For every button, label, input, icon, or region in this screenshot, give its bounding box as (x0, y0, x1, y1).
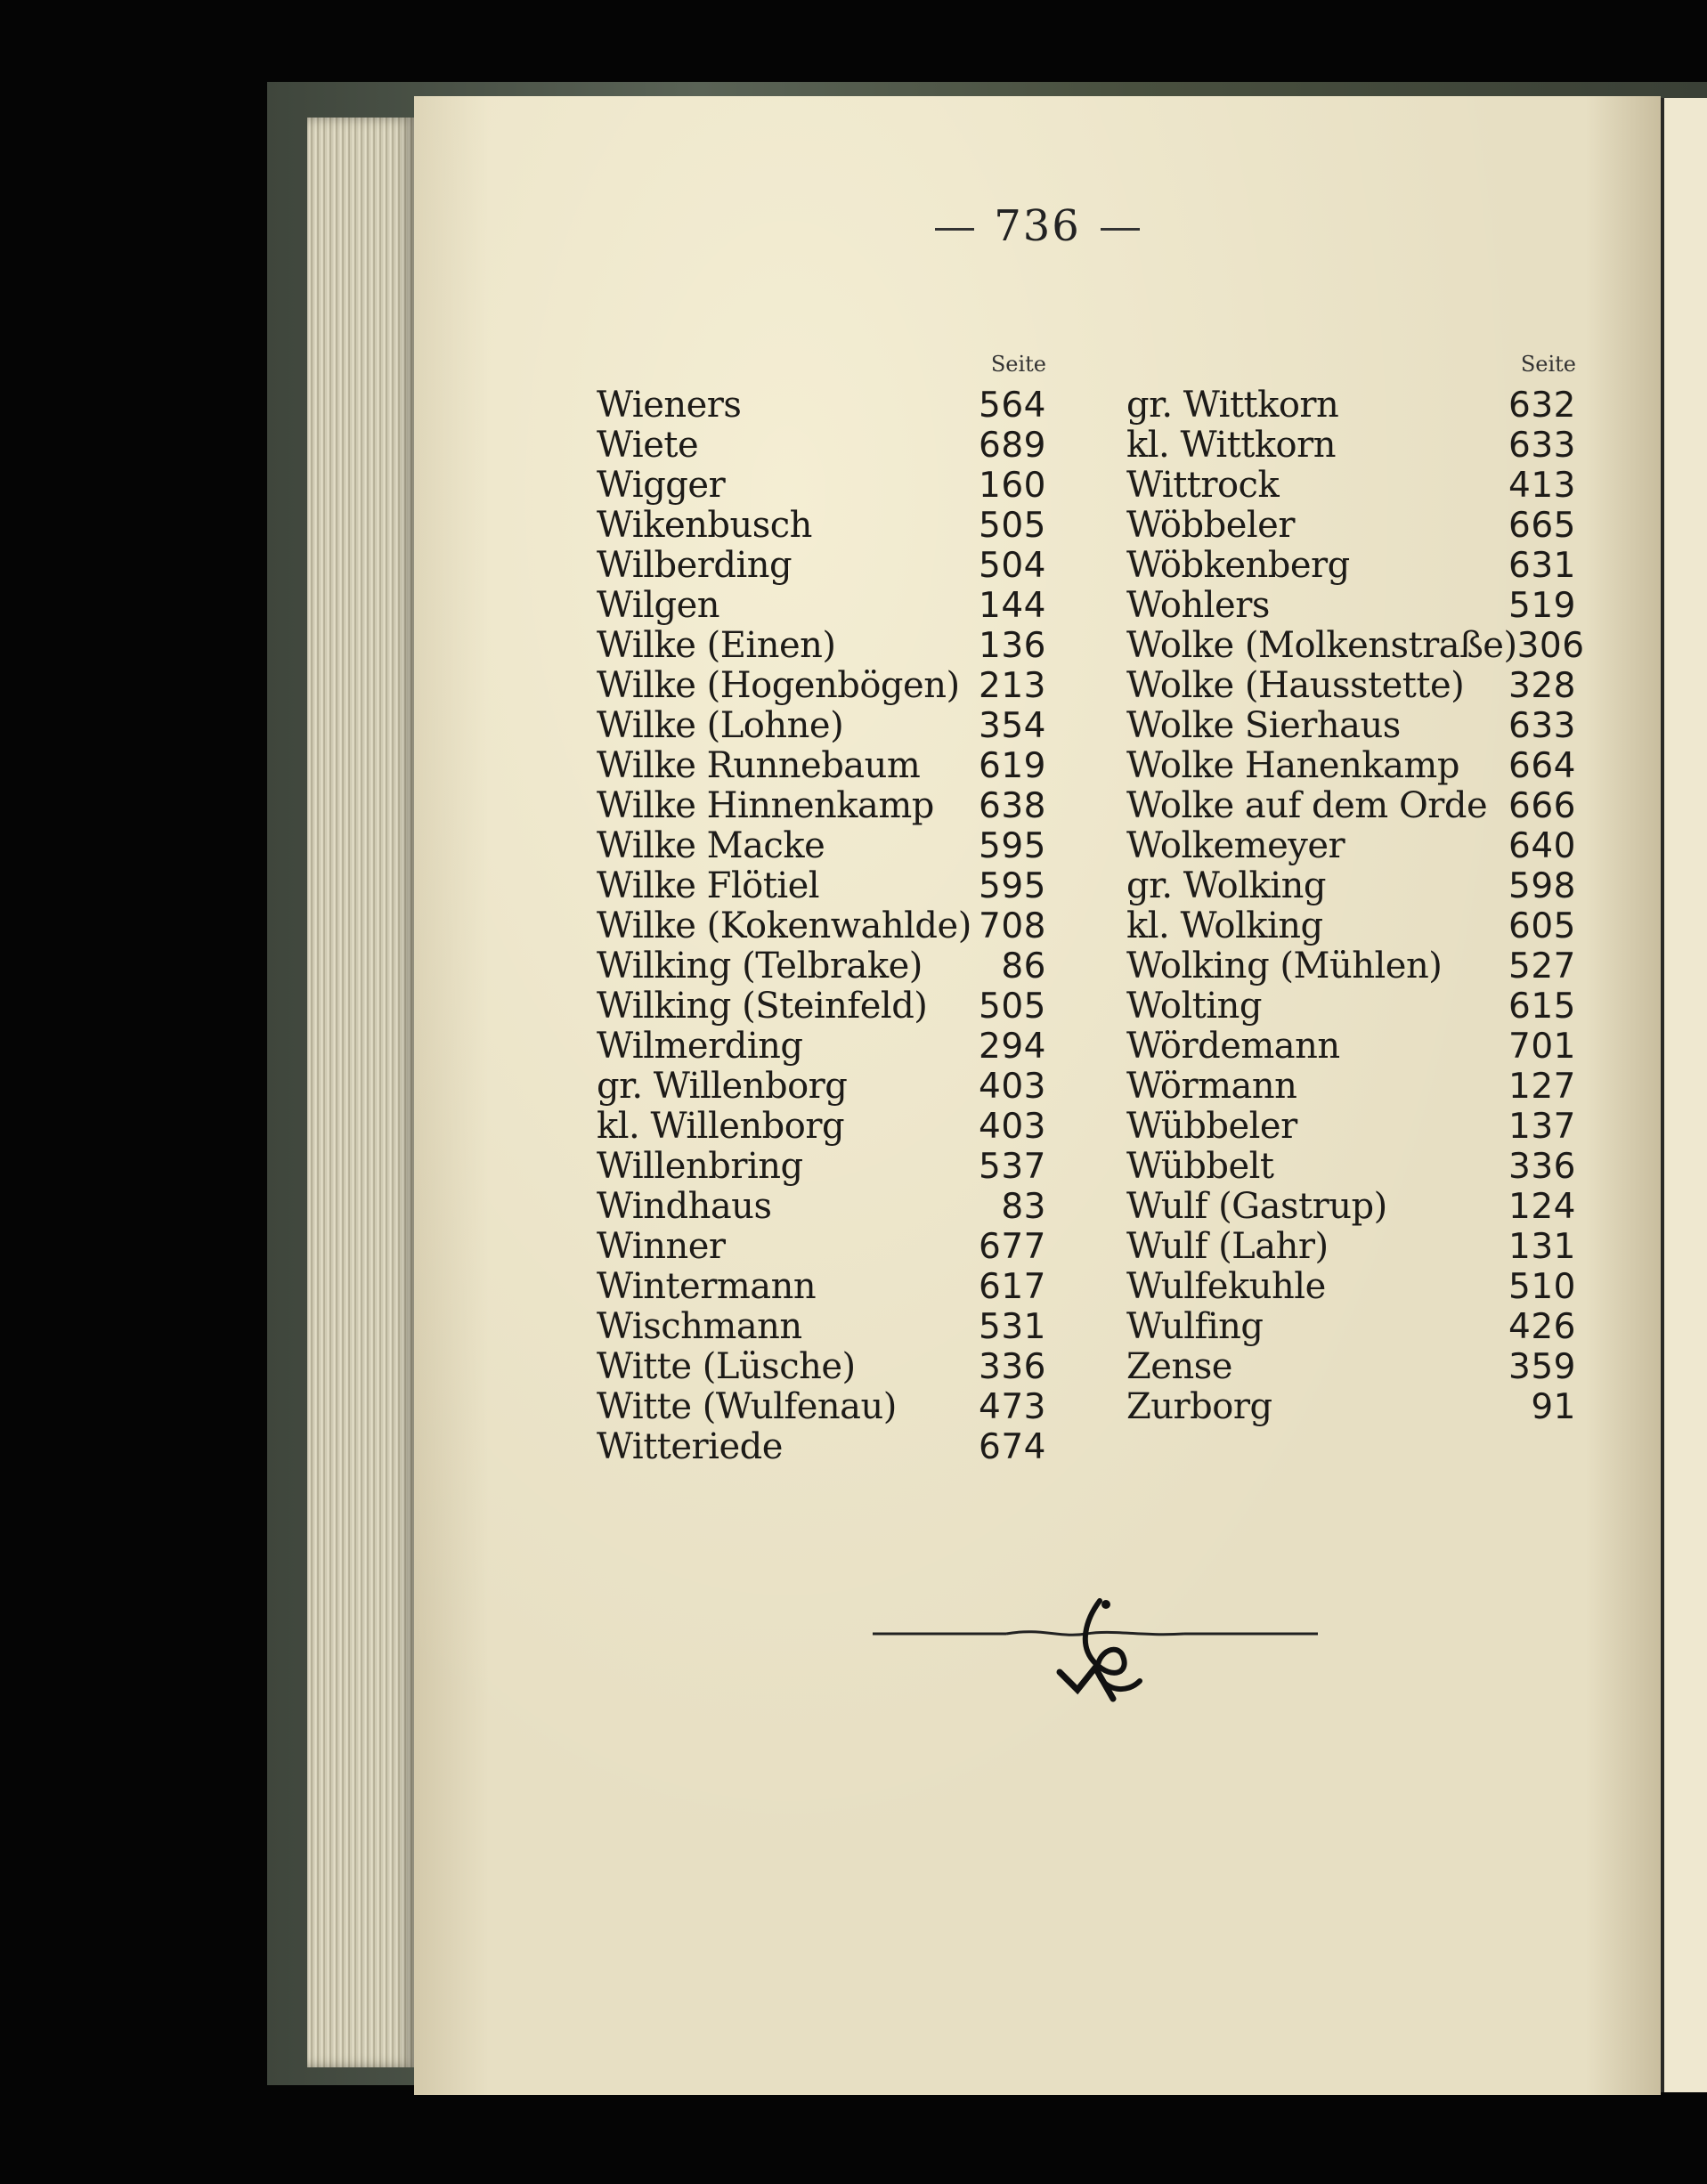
entry-page-number: 505 (979, 986, 1046, 1027)
entry-page-number: 336 (1508, 1147, 1576, 1187)
entry-name: Witte (Wulfenau) (597, 1386, 897, 1427)
entry-page-number: 413 (1508, 466, 1576, 506)
index-entry (597, 506, 1046, 546)
entry-name: Wolke (Hausstette) (1126, 665, 1465, 706)
entry-page-number: 605 (1508, 906, 1576, 946)
entry-name: Wilke Hinnenkamp (597, 785, 934, 826)
entry-page-number: 83 (1001, 1187, 1046, 1227)
entry-name: Wübbelt (1126, 1146, 1274, 1187)
index-entry (1126, 986, 1576, 1027)
entry-page-number: 595 (979, 826, 1046, 866)
index-entry (597, 426, 1046, 466)
dash-right (1101, 228, 1140, 231)
index-entry (1126, 1147, 1576, 1187)
entry-page-number: 619 (979, 746, 1046, 786)
ornament-divider-icon (873, 1592, 1318, 1717)
entry-page-number: 527 (1508, 946, 1576, 986)
index-entry (597, 1187, 1046, 1227)
index-entry (597, 1267, 1046, 1307)
entry-page-number: 638 (979, 786, 1046, 826)
entry-name: Witte (Lüsche) (597, 1346, 856, 1387)
entry-name: Wulfekuhle (1126, 1266, 1326, 1307)
index-entry (1126, 1267, 1576, 1307)
entry-page-number: 91 (1531, 1387, 1576, 1427)
entry-page-number: 306 (1516, 626, 1585, 666)
index-entry (1126, 1107, 1576, 1147)
index-column-right (1126, 352, 1585, 1427)
entry-page-number: 519 (1508, 586, 1576, 626)
entry-name: Wolting (1126, 986, 1263, 1027)
entry-page-number: 537 (979, 1147, 1046, 1187)
page-number-header (414, 201, 1661, 251)
entry-page-number: 136 (979, 626, 1046, 666)
entry-page-number: 504 (979, 546, 1046, 586)
index-entry (597, 1347, 1046, 1387)
column-header-left: Seite (990, 352, 1046, 377)
entry-page-number: 124 (1508, 1187, 1576, 1227)
index-entry (597, 826, 1046, 866)
index-entry (1126, 1347, 1576, 1387)
page-edges (307, 118, 414, 2067)
index-entry (597, 1227, 1046, 1267)
entry-page-number: 666 (1508, 786, 1576, 826)
index-entry (597, 746, 1046, 786)
entry-name: Wöbkenberg (1126, 545, 1350, 586)
next-page-edge (1661, 98, 1707, 2092)
index-entry (597, 666, 1046, 706)
index-entry (1126, 706, 1576, 746)
entry-page-number: 473 (979, 1387, 1046, 1427)
entry-name: Wikenbusch (597, 505, 812, 546)
index-entry (597, 386, 1046, 426)
index-list-left (597, 386, 1046, 1467)
entry-name: gr. Wittkorn (1126, 385, 1339, 426)
index-entry (1126, 466, 1576, 506)
entry-name: Wöbbeler (1126, 505, 1295, 546)
entry-name: Wübbeler (1126, 1106, 1297, 1147)
index-entry (1126, 786, 1576, 826)
index-entry (597, 906, 1046, 946)
entry-name: Wigger (597, 465, 726, 506)
entry-page-number: 127 (1508, 1067, 1576, 1107)
index-entry (597, 466, 1046, 506)
index-entry (1126, 586, 1576, 626)
entry-page-number: 426 (1508, 1307, 1576, 1347)
entry-page-number: 359 (1508, 1347, 1576, 1387)
entry-name: Wittrock (1126, 465, 1280, 506)
index-entry (1126, 625, 1585, 666)
index-entry (597, 866, 1046, 906)
entry-name: gr. Wolking (1126, 865, 1326, 906)
entry-page-number: 631 (1508, 546, 1576, 586)
entry-page-number: 336 (979, 1347, 1046, 1387)
entry-name: Winner (597, 1226, 726, 1267)
entry-page-number: 294 (979, 1027, 1046, 1067)
entry-page-number: 144 (979, 586, 1046, 626)
entry-page-number: 131 (1508, 1227, 1576, 1267)
entry-name: Wilke (Hogenbögen) (597, 665, 960, 706)
entry-name: Windhaus (597, 1186, 772, 1227)
index-entry (1126, 906, 1576, 946)
entry-name: Wulf (Gastrup) (1126, 1186, 1387, 1227)
index-entry (597, 986, 1046, 1027)
entry-page-number: 531 (979, 1307, 1046, 1347)
entry-name: Wolke (Molkenstraße) (1126, 625, 1517, 666)
entry-name: Wolke auf dem Orde (1126, 785, 1488, 826)
entry-page-number: 674 (979, 1427, 1046, 1467)
entry-page-number: 328 (1508, 666, 1576, 706)
entry-page-number: 701 (1508, 1027, 1576, 1067)
index-entry (1126, 946, 1576, 986)
index-list-right (1126, 385, 1585, 1427)
entry-page-number: 633 (1508, 426, 1576, 466)
entry-page-number: 632 (1508, 386, 1576, 426)
entry-page-number: 403 (979, 1067, 1046, 1107)
index-entry (597, 786, 1046, 826)
index-entry (597, 946, 1046, 986)
entry-name: Wilking (Steinfeld) (597, 986, 928, 1027)
entry-page-number: 160 (979, 466, 1046, 506)
entry-page-number: 633 (1508, 706, 1576, 746)
entry-page-number: 595 (979, 866, 1046, 906)
entry-name: gr. Willenborg (597, 1066, 848, 1107)
index-entry (597, 706, 1046, 746)
index-entry (1126, 1227, 1576, 1267)
entry-name: Wilmerding (597, 1026, 803, 1067)
entry-name: Wischmann (597, 1306, 802, 1347)
entry-name: Wulf (Lahr) (1126, 1226, 1329, 1267)
index-column-left (597, 352, 1046, 1467)
entry-page-number: 664 (1508, 746, 1576, 786)
entry-name: Wilke (Einen) (597, 625, 836, 666)
entry-name: Willenbring (597, 1146, 803, 1187)
dash-left (935, 228, 974, 231)
entry-page-number: 354 (979, 706, 1046, 746)
index-entry (1126, 666, 1576, 706)
column-header-right: Seite (1520, 352, 1576, 377)
entry-name: Wilke (Kokenwahlde) (597, 905, 971, 946)
entry-page-number: 689 (979, 426, 1046, 466)
index-entry (1126, 546, 1576, 586)
page-number: 736 (994, 201, 1081, 251)
entry-name: Wolke Sierhaus (1126, 705, 1401, 746)
entry-name: Wilke (Lohne) (597, 705, 844, 746)
index-entry (597, 546, 1046, 586)
entry-name: Wolking (Mühlen) (1126, 946, 1443, 986)
index-entry (597, 1027, 1046, 1067)
entry-page-number: 505 (979, 506, 1046, 546)
entry-name: Wilke Runnebaum (597, 745, 921, 786)
entry-page-number: 615 (1508, 986, 1576, 1027)
entry-name: Wohlers (1126, 585, 1270, 626)
index-entry (1126, 1027, 1576, 1067)
entry-name: Wilberding (597, 545, 793, 586)
entry-page-number: 213 (979, 666, 1046, 706)
entry-name: Wördemann (1126, 1026, 1340, 1067)
entry-name: Wilke Macke (597, 825, 825, 866)
index-entry (1126, 506, 1576, 546)
entry-page-number: 665 (1508, 506, 1576, 546)
index-entry (1126, 1387, 1576, 1427)
index-entry (597, 1307, 1046, 1347)
index-entry (597, 1427, 1046, 1467)
entry-page-number: 640 (1508, 826, 1576, 866)
entry-page-number: 677 (979, 1227, 1046, 1267)
entry-name: Zense (1126, 1346, 1232, 1387)
index-entry (1126, 426, 1576, 466)
entry-name: Wieners (597, 385, 742, 426)
index-entry (597, 586, 1046, 626)
entry-page-number: 617 (979, 1267, 1046, 1307)
index-entry (597, 1387, 1046, 1427)
entry-page-number: 510 (1508, 1267, 1576, 1307)
entry-page-number: 403 (979, 1107, 1046, 1147)
index-entry (1126, 1187, 1576, 1227)
entry-name: Wiete (597, 425, 699, 466)
entry-name: Witteriede (597, 1426, 783, 1467)
index-entry (1126, 1307, 1576, 1347)
entry-name: Wintermann (597, 1266, 817, 1307)
entry-page-number: 708 (979, 906, 1046, 946)
entry-name: Zurborg (1126, 1386, 1272, 1427)
entry-page-number: 86 (1001, 946, 1046, 986)
entry-name: Wilking (Telbrake) (597, 946, 923, 986)
entry-name: Wolke Hanenkamp (1126, 745, 1459, 786)
entry-name: kl. Willenborg (597, 1106, 845, 1147)
entry-page-number: 564 (979, 386, 1046, 426)
index-entry (1126, 1067, 1576, 1107)
entry-name: Wolkemeyer (1126, 825, 1345, 866)
index-entry (1126, 746, 1576, 786)
entry-name: kl. Wolking (1126, 905, 1323, 946)
index-entry (1126, 386, 1576, 426)
entry-name: kl. Wittkorn (1126, 425, 1337, 466)
entry-page-number: 598 (1508, 866, 1576, 906)
index-entry (1126, 826, 1576, 866)
entry-name: Wilgen (597, 585, 720, 626)
index-entry (597, 1147, 1046, 1187)
entry-name: Wörmann (1126, 1066, 1297, 1107)
index-entry (597, 1067, 1046, 1107)
book-page (414, 96, 1661, 2095)
entry-name: Wulfing (1126, 1306, 1264, 1347)
index-entry (1126, 866, 1576, 906)
index-entry (597, 1107, 1046, 1147)
entry-name: Wilke Flötiel (597, 865, 820, 906)
entry-page-number: 137 (1508, 1107, 1576, 1147)
index-entry (597, 626, 1046, 666)
